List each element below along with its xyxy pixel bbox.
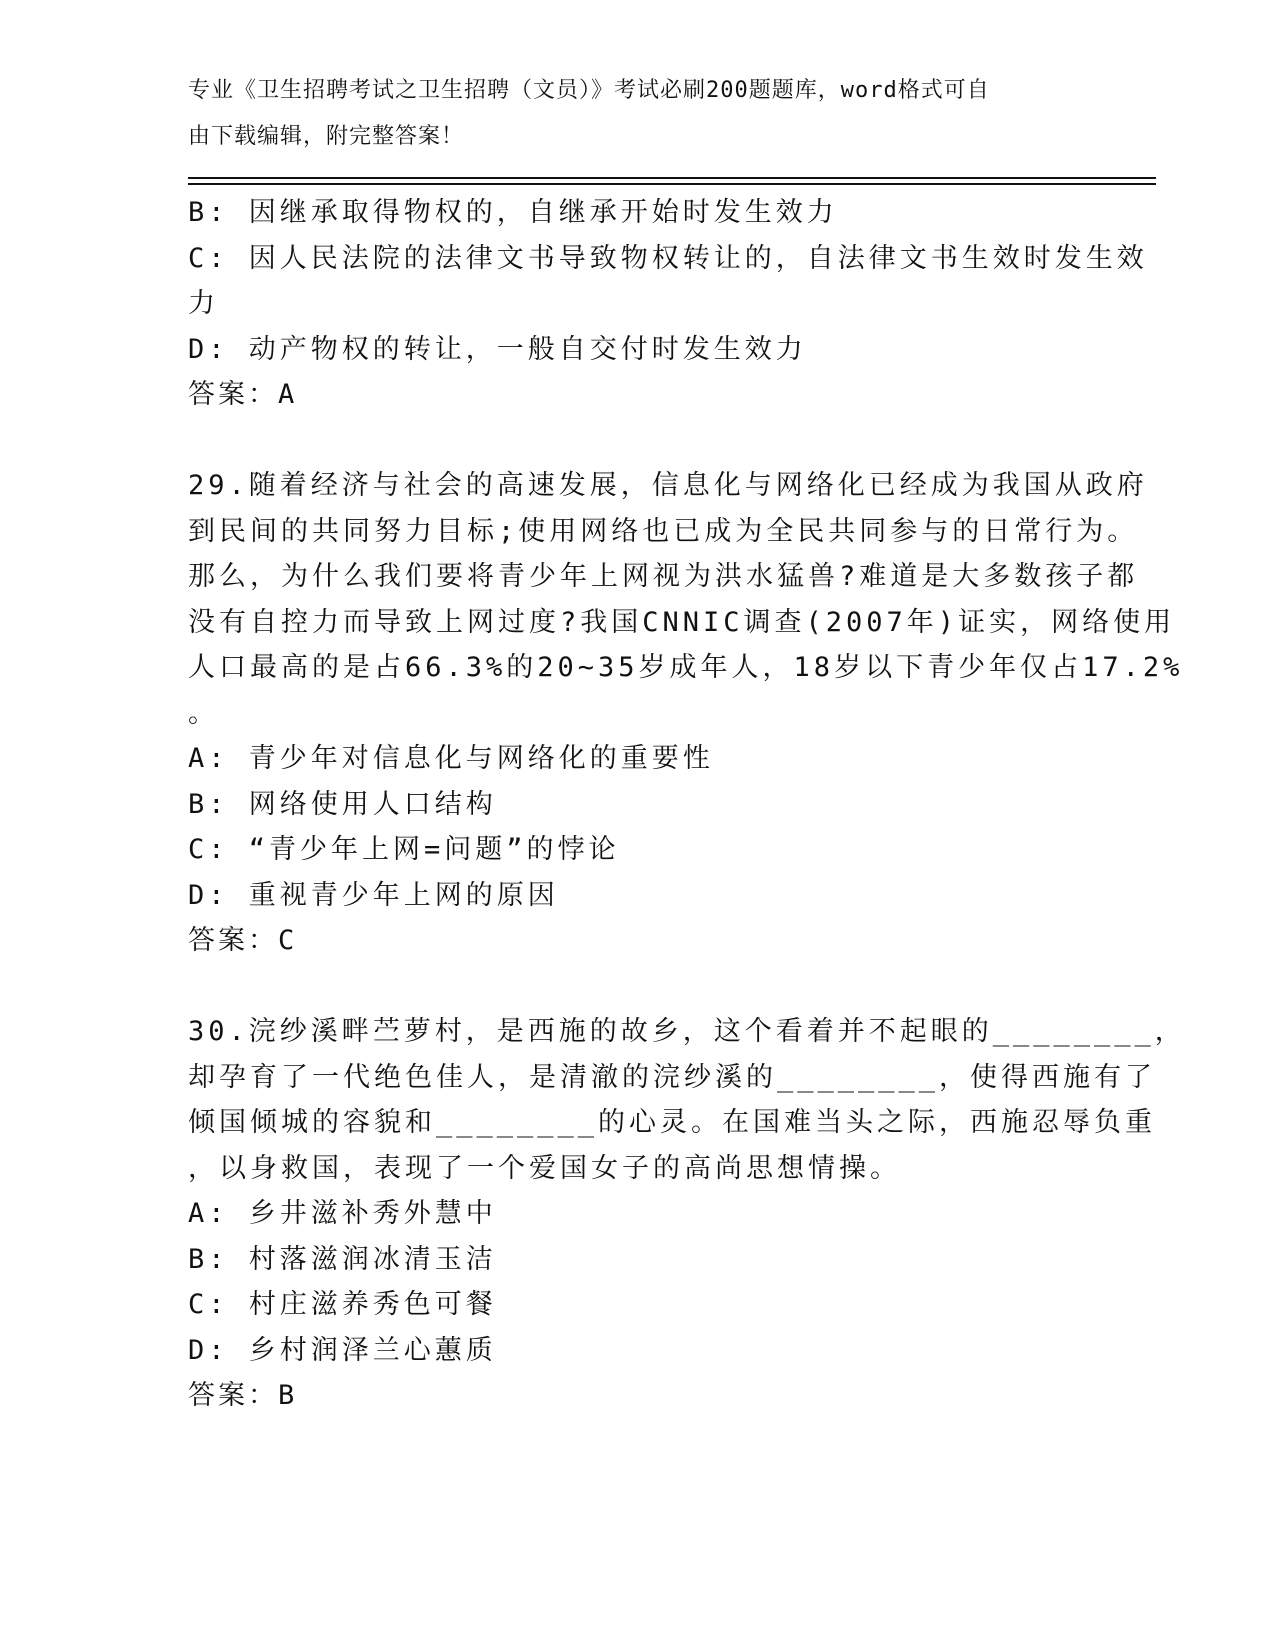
option-b: B: 网络使用人口结构: [188, 788, 497, 820]
document-header: [188, 74, 1088, 165]
answer-label: 答案：C: [188, 925, 298, 956]
option-c-line-2: 力: [188, 288, 219, 319]
option-a: A: 乡井滋补秀外慧中: [188, 1198, 497, 1229]
header-rule-bottom: [188, 183, 1156, 185]
option-c: C: “青少年上网=问题”的悖论: [188, 834, 620, 865]
question-text-line: 。: [188, 697, 219, 729]
header-line-2: 由下载编辑，附完整答案！: [188, 123, 465, 149]
option-b: B: 因继承取得物权的，自继承开始时发生效力: [188, 197, 838, 228]
spacer: [188, 418, 1088, 464]
header-line-1: 专业《卫生招聘考试之卫生招聘（文员）》考试必刷200题题库，word格式可自: [188, 78, 990, 103]
question-text-line: 30.浣纱溪畔苎萝村，是西施的故乡，这个看着并不起眼的________，: [188, 1016, 1186, 1047]
question-28-continued: [188, 190, 1148, 418]
question-text-line: 倾国倾城的容貌和________的心灵。在国难当头之际，西施忍辱负重: [188, 1107, 1157, 1138]
option-d: D: 乡村润泽兰心蕙质: [188, 1334, 497, 1366]
option-b: B: 村落滋润冰清玉洁: [188, 1243, 497, 1275]
option-a: A: 青少年对信息化与网络化的重要性: [188, 743, 714, 774]
spacer: [188, 964, 1088, 1010]
option-c: C: 村庄滋养秀色可餐: [188, 1289, 497, 1320]
question-29: [188, 463, 1184, 964]
answer-label: 答案：A: [188, 379, 298, 410]
answer-label: 答案：B: [188, 1380, 298, 1411]
question-text-line: ，以身救国，表现了一个爱国女子的高尚思想情操。: [188, 1152, 901, 1184]
question-text-line: 29.随着经济与社会的高速发展，信息化与网络化已经成为我国从政府: [188, 470, 1148, 501]
question-text-line: 那么，为什么我们要将青少年上网视为洪水猛兽?难道是大多数孩子都: [188, 561, 1139, 592]
option-d: D: 重视青少年上网的原因: [188, 879, 559, 911]
question-30: [188, 1009, 1186, 1419]
question-text-line: 没有自控力而导致上网过度?我国CNNIC调查(2007年)证实，网络使用: [188, 606, 1176, 638]
question-text-line: 到民间的共同努力目标;使用网络也已成为全民共同参与的日常行为。: [188, 515, 1139, 547]
header-rule-top: [188, 177, 1156, 179]
question-text-line: 却孕育了一代绝色佳人，是清澈的浣纱溪的________，使得西施有了: [188, 1061, 1157, 1093]
question-text-line: 人口最高的是占66.3%的20~35岁成年人，18岁以下青少年仅占17.2%: [188, 652, 1184, 683]
document-body: [188, 190, 1186, 1419]
option-d: D: 动产物权的转让，一般自交付时发生效力: [188, 333, 807, 365]
option-c-line-1: C: 因人民法院的法律文书导致物权转让的，自法律文书生效时发生效: [188, 242, 1148, 274]
